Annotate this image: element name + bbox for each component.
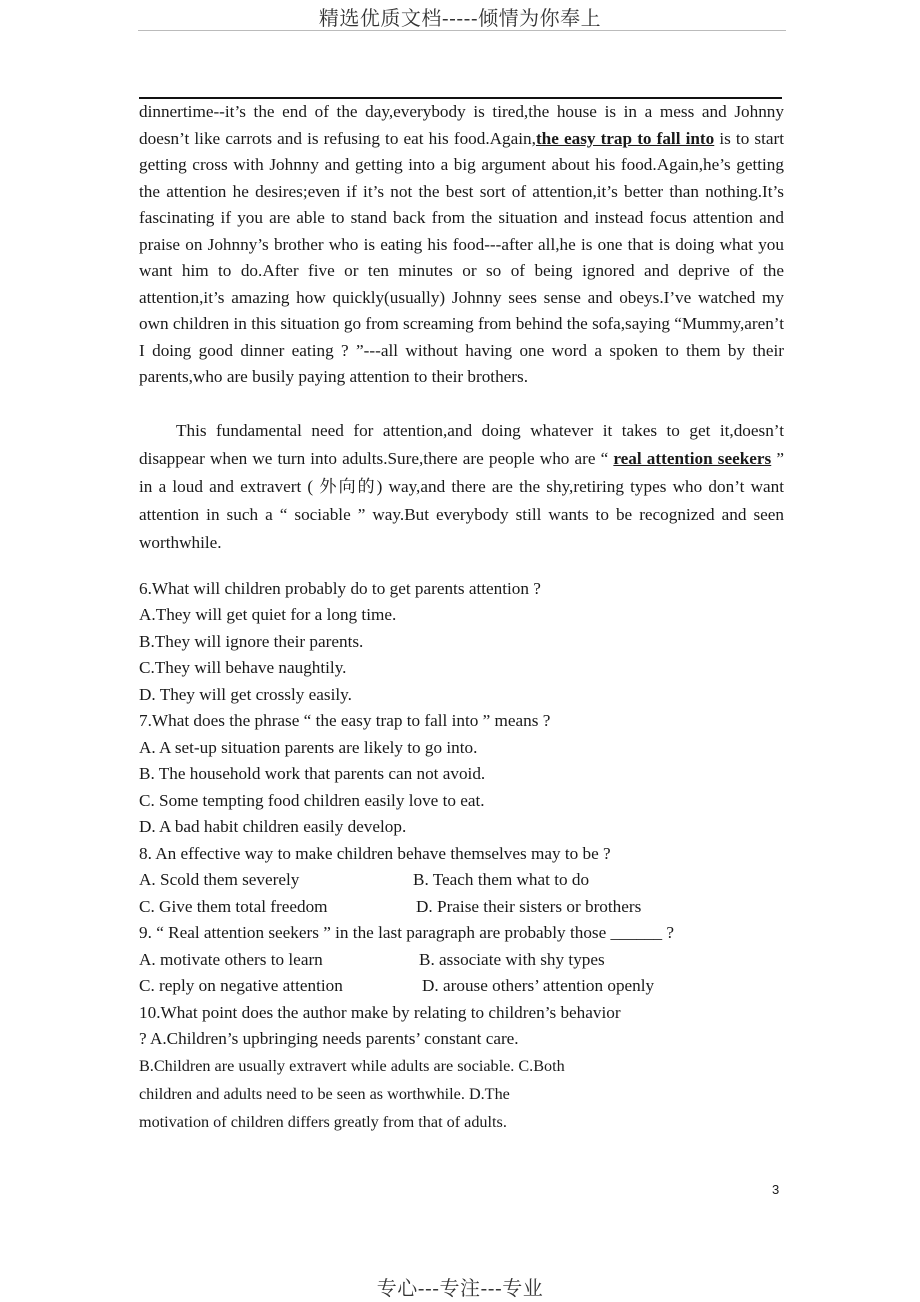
q8-stem: 8. An effective way to make children behave themselves may to be ? <box>139 844 611 863</box>
p2-text-a: This fundamental need for attention,and doing whatever it takes to get it,doesn’t disappear when we turn into adults.Sure,there are people who are “ <box>139 421 784 468</box>
q8-option-c: C. Give them total freedom <box>139 897 328 916</box>
q6-option-a: A.They will get quiet for a long time. <box>139 605 397 624</box>
p1-text-b: is to start getting cross with Johnny and getting into a big argument about his food.Again,he’s getting the attention he desires;even if it’s not the best sort of attention,it’s better than nothing.It’s fascinating if you are able to stand back from the situation and instead focus attention and praise on Johnny’s brother who is eating his food---after all,he is one that is doing what you want him to do.After five or ten minutes or so of being ignored and deprive of the attention,it’s amazing how quickly(usually) Johnny sees sense and obeys.I’ve watched my own children in this situation go from screaming from behind the sofa,saying “Mummy,aren’t I doing good dinner eating ? ”---all without having one word a spoken to them by their parents,who are busily paying attention to their brothers. <box>139 128 784 386</box>
q8-option-a: A. Scold them severely <box>139 870 300 889</box>
q9-option-d: D. arouse others’ attention openly <box>422 976 655 995</box>
q9-option-a: A. motivate others to learn <box>139 950 323 969</box>
q10-line-3: B.Children are usually extravert while adults are sociable. C.Both <box>139 1057 565 1075</box>
q7-option-d: D. A bad habit children easily develop. <box>139 817 407 836</box>
q10-line-5: motivation of children differs greatly from that of adults. <box>139 1113 507 1131</box>
header-divider <box>138 30 786 31</box>
q10-line-2: ? A.Children’s upbringing needs parents’ constant care. <box>139 1029 519 1048</box>
q10-line-1: 10.What point does the author make by relating to children’s behavior <box>139 1003 621 1022</box>
q6-option-b: B.They will ignore their parents. <box>139 632 364 651</box>
q9-option-c: C. reply on negative attention <box>139 976 343 995</box>
q8-option-b: B. Teach them what to do <box>413 870 590 889</box>
q7-option-b: B. The household work that parents can not avoid. <box>139 764 486 783</box>
page-footer: 专心---专注---专业 <box>376 1276 544 1300</box>
q6-stem: 6.What will children probably do to get parents attention ? <box>139 579 541 598</box>
q6-option-c: C.They will behave naughtily. <box>139 658 347 677</box>
q6-option-d: D. They will get crossly easily. <box>139 685 352 704</box>
q7-option-c: C. Some tempting food children easily love to eat. <box>139 791 485 810</box>
q7-option-a: A. A set-up situation parents are likely to go into. <box>139 738 478 757</box>
p1-text-a: dinnertime--it’s the end of the day,everybody is tired,the house is in a mess and Johnny doesn’t like carrots and is refusing to eat his food.Again, <box>139 102 784 148</box>
passage-paragraph-2 <box>139 417 784 557</box>
page-number: 3 <box>772 1182 780 1197</box>
q8-option-d: D. Praise their sisters or brothers <box>416 897 642 916</box>
q9-stem: 9. “ Real attention seekers ” in the last paragraph are probably those ______ ? <box>139 923 675 942</box>
q9-option-b: B. associate with shy types <box>419 950 605 969</box>
p2-text-b: ” in a loud and extravert ( 外向的) way,and there are the shy,retiring types who don’t want attention in such a “ sociable ” way.But everybody still wants to be recognized and seen worthwhile. <box>139 449 784 552</box>
passage-paragraph-1 <box>139 99 784 391</box>
p2-highlight-phrase: real attention seekers <box>613 449 772 468</box>
p1-highlight-phrase: the easy trap to fall into <box>535 128 715 148</box>
q10-line-4: children and adults need to be seen as worthwhile. D.The <box>139 1085 510 1103</box>
page-header: 精选优质文档-----倾情为你奉上 <box>318 6 602 30</box>
q7-stem: 7.What does the phrase “ the easy trap to fall into ” means ? <box>139 711 551 730</box>
